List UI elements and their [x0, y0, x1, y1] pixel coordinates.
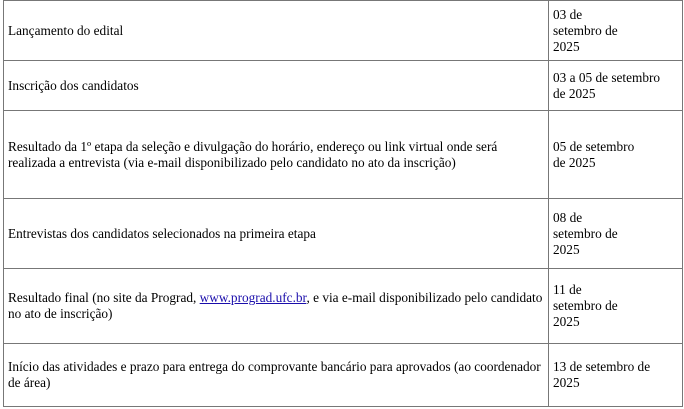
date-line: 2025 [553, 375, 580, 390]
activity-text: Resultado final (no site da Prograd, [8, 290, 200, 305]
prograd-link[interactable]: www.prograd.ufc.br [199, 290, 307, 305]
table-row [4, 199, 683, 269]
table-row [4, 111, 683, 199]
date-line: 2025 [553, 241, 580, 257]
date-line: setembro de [553, 298, 618, 313]
date-cell [549, 269, 683, 344]
activity-cell: Início das atividades e prazo para entrega do comprovante bancário para aprovados (ao coordenador de área) [4, 344, 549, 407]
date-line: de 2025 [553, 154, 596, 170]
date-line: de 2025 [553, 85, 596, 101]
activity-cell: Entrevistas dos candidatos selecionados na primeira etapa [4, 199, 549, 269]
date-line: setembro de [553, 22, 618, 38]
activity-cell [4, 269, 549, 344]
table-row [4, 344, 683, 407]
date-cell [549, 199, 683, 269]
date-line: 2025 [553, 38, 580, 54]
schedule-table [3, 0, 683, 407]
table-row [4, 1, 683, 61]
date-line: 13 de setembro de [553, 359, 651, 374]
date-cell [549, 111, 683, 199]
activity-text: , e via e-mail disponibilizado pelo candidato no ato de inscrição) [8, 290, 543, 321]
date-cell [549, 344, 683, 407]
activity-cell: Resultado da 1º etapa da seleção e divulgação do horário, endereço ou link virtual onde será realizada a entrevista (via e-mail disponibilizado pelo candidato no ato da inscrição) [4, 111, 549, 199]
date-cell [549, 1, 683, 61]
table-row [4, 269, 683, 344]
date-line: 05 de setembro [553, 138, 635, 154]
activity-cell: Inscrição dos candidatos [4, 61, 549, 111]
date-line: 11 de [553, 282, 582, 297]
date-line: 2025 [553, 314, 580, 329]
date-cell [549, 61, 683, 111]
table-row [4, 61, 683, 111]
activity-cell: Lançamento do edital [4, 1, 549, 61]
date-line: 03 de [553, 6, 583, 22]
date-line: 03 a 05 de setembro [553, 69, 661, 85]
date-line: setembro de [553, 225, 618, 241]
date-line: 08 de [553, 209, 583, 225]
